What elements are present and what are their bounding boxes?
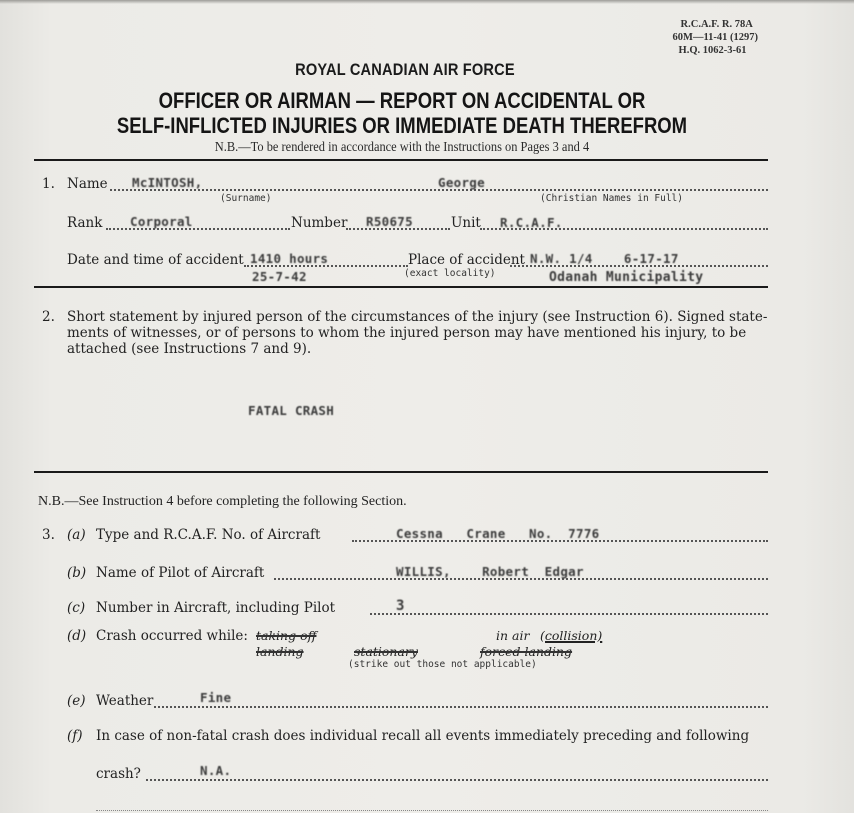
christian-names-caption: (Christian Names in Full) xyxy=(540,193,683,204)
unit-value: R.C.A.F. xyxy=(500,215,563,230)
unit-label: Unit xyxy=(451,215,481,231)
christian-names-value: George xyxy=(438,175,485,190)
aircraft-type-value: Cessna Crane No. 7776 xyxy=(396,526,600,541)
section3-note: N.B.—See Instruction 4 before completing the following Section. xyxy=(38,494,407,509)
organization-heading: ROYAL CANADIAN AIR FORCE xyxy=(295,60,515,79)
item-a-marker: (a) xyxy=(67,527,86,543)
form-reference xyxy=(673,18,758,57)
option-taking-off: taking off xyxy=(256,628,317,643)
datetime-label: Date and time of accident xyxy=(67,252,244,268)
number-label: Number xyxy=(291,215,348,231)
header-rule xyxy=(34,159,768,161)
item-e-marker: (e) xyxy=(67,693,86,709)
item-f-marker: (f) xyxy=(67,728,83,744)
rank-value: Corporal xyxy=(130,214,193,229)
section2-statement-line2: ments of witnesses, or of persons to whom the injured person may have mentioned his injury, to be xyxy=(67,325,747,341)
form-number: R.C.A.F. R. 78A xyxy=(680,19,753,30)
name-label: Name xyxy=(67,176,108,192)
aircraft-type-label: Type and R.C.A.F. No. of Aircraft xyxy=(96,527,321,543)
section3-number: 3. xyxy=(42,527,55,543)
option-landing: landing xyxy=(256,644,304,659)
recall-question-line2: crash? xyxy=(96,766,141,782)
option-stationary: stationary xyxy=(354,644,418,659)
surname-caption: (Surname) xyxy=(220,193,272,204)
recall-question-line1: In case of non-fatal crash does individual recall all events immediately preceding and following xyxy=(96,728,750,744)
rank-label: Rank xyxy=(67,215,103,231)
section1-rule xyxy=(34,286,768,288)
item-c-marker: (c) xyxy=(67,600,86,616)
strike-out-caption: (strike out those not applicable) xyxy=(348,659,537,670)
item-b-marker: (b) xyxy=(67,565,87,581)
section2-rule xyxy=(34,471,768,473)
weather-value: Fine xyxy=(200,690,232,705)
pilot-name-label: Name of Pilot of Aircraft xyxy=(96,565,265,581)
place-value-line2: Odanah Municipality xyxy=(549,270,704,285)
section2-statement-line1: Short statement by injured person of the circumstances of the injury (see Instruction 6). Signed state- xyxy=(67,309,768,325)
form-title-line2: SELF-INFLICTED INJURIES OR IMMEDIATE DEATH THEREFROM xyxy=(116,113,688,138)
hq-file-number: H.Q. 1062-3-61 xyxy=(678,45,747,56)
item-d-marker: (d) xyxy=(67,628,87,644)
place-value-line1: N.W. 1/4 6-17-17 xyxy=(530,251,679,266)
option-collision: (collision) xyxy=(540,628,603,643)
extra-answer-line xyxy=(96,810,768,811)
recall-answer-line xyxy=(146,779,768,781)
date-value: 25-7-42 xyxy=(252,269,307,284)
page-edge-shadow xyxy=(0,0,854,4)
weather-label: Weather xyxy=(96,693,154,709)
place-label: Place of accident xyxy=(408,252,525,268)
weather-line xyxy=(154,706,768,708)
time-value: 1410 hours xyxy=(250,251,329,266)
service-number-value: R50675 xyxy=(366,214,413,229)
section2-number: 2. xyxy=(42,309,55,325)
form-instructions-note: N.B.—To be rendered in accordance with the Instructions on Pages 3 and 4 xyxy=(214,139,590,154)
statement-value: FATAL CRASH xyxy=(248,403,335,418)
occupants-line xyxy=(370,613,768,615)
place-caption: (exact locality) xyxy=(404,268,496,279)
occupants-label: Number in Aircraft, including Pilot xyxy=(96,600,336,616)
recall-answer-value: N.A. xyxy=(200,763,232,778)
section1-number: 1. xyxy=(42,176,55,192)
print-code: 60M—11-41 (1297) xyxy=(672,32,758,43)
crash-circumstance-label: Crash occurred while: xyxy=(96,628,248,644)
occupants-value: 3 xyxy=(396,598,405,614)
pilot-name-value: WILLIS, Robert Edgar xyxy=(396,564,584,579)
option-forced-landing: forced landing xyxy=(480,644,573,659)
surname-value: McINTOSH, xyxy=(132,175,203,190)
section2-statement-line3: attached (see Instructions 7 and 9). xyxy=(67,341,312,357)
form-title-line1: OFFICER OR AIRMAN — REPORT ON ACCIDENTAL OR xyxy=(158,88,646,113)
option-in-air: in air xyxy=(496,628,530,643)
